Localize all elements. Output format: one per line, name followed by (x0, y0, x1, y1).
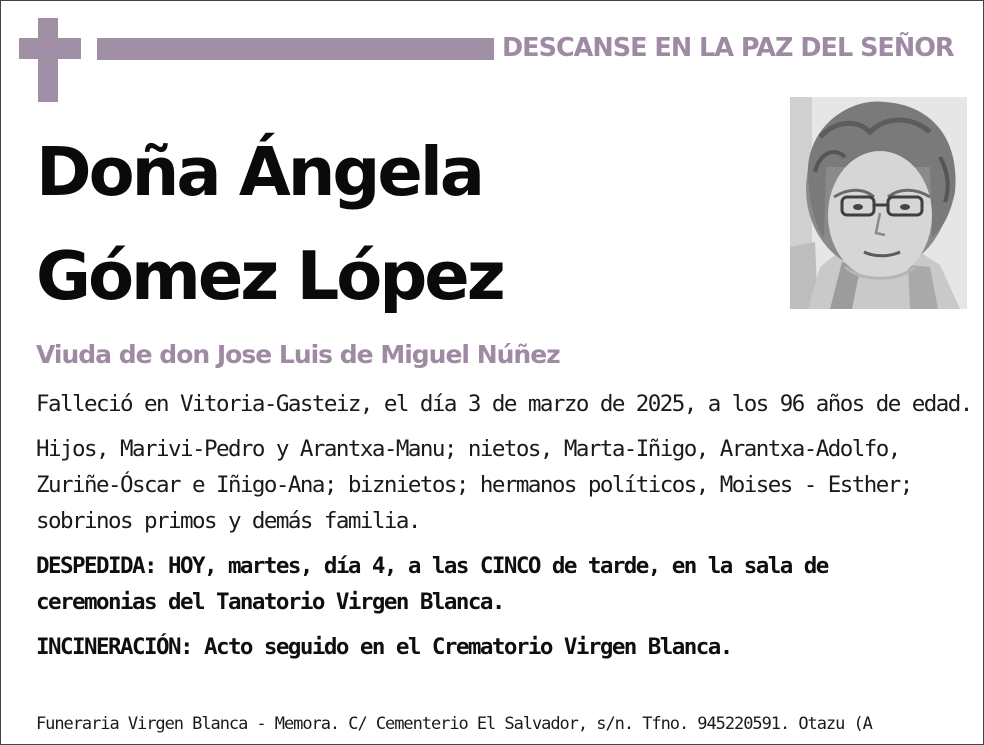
cremation-details: INCINERACIÓN: Acto seguido en el Crematorio Virgen Blanca. (36, 634, 732, 660)
deceased-name-line2: Gómez López (36, 237, 503, 315)
farewell-details: DESPEDIDA: HOY, martes, día 4, a las CINCO de tarde, en la sala de ceremonias del Tanatorio Virgen Blanca. (36, 553, 828, 615)
portrait-illustration (790, 97, 967, 309)
widow-of-line: Viuda de don Jose Luis de Miguel Núñez (36, 340, 560, 369)
death-announcement: Falleció en Vitoria-Gasteiz, el día 3 de marzo de 2025, a los 96 años de edad. (36, 391, 972, 417)
funeral-home-footer: Funeraria Virgen Blanca - Memora. C/ Cementerio El Salvador, s/n. Tfno. 945220591. Otazu (A (36, 714, 872, 734)
header-title: DESCANSE EN LA PAZ DEL SEÑOR (502, 33, 954, 63)
deceased-name-line1: Doña Ángela (36, 133, 483, 211)
portrait-photo (790, 97, 967, 309)
family-list: Hijos, Marivi-Pedro y Arantxa-Manu; nietos, Marta-Iñigo, Arantxa-Adolfo, Zuriñe-Óscar e Iñigo-Ana; biznietos; hermanos políticos, Moises - Esther; sobrinos primos y demás familia. (36, 436, 912, 534)
header-rule (97, 38, 494, 60)
cross-icon-vertical (38, 18, 58, 102)
cross-icon-horizontal (19, 38, 81, 59)
